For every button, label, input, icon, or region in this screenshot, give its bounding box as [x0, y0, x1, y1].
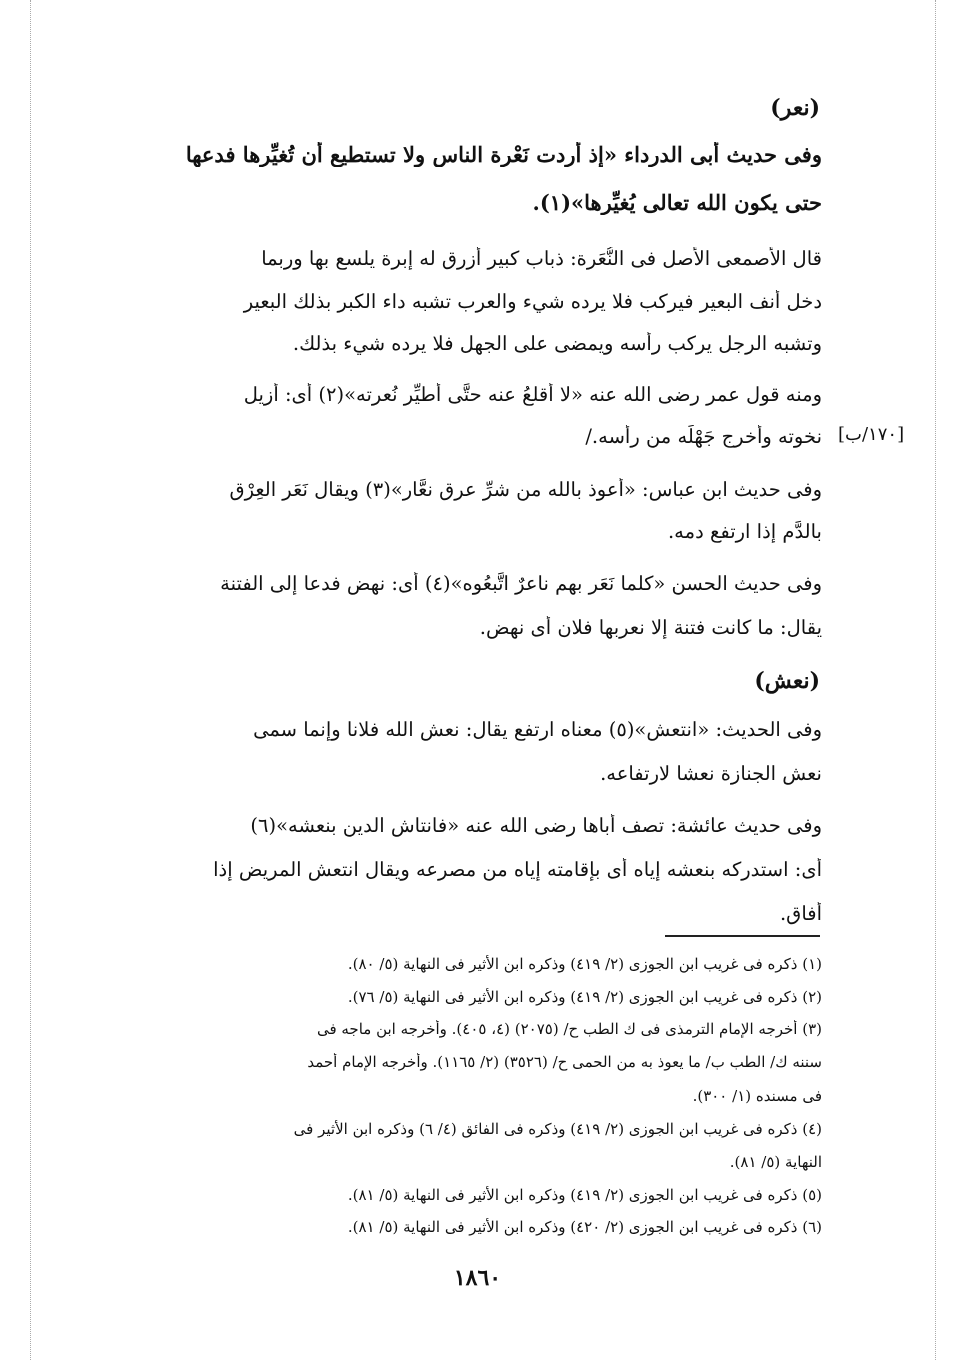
footnote-divider	[665, 935, 820, 937]
footnote-line: (٣) أخرجه الإمام الترمذى فى ك الطب ح/ (٢٠٧٥) (٤، ٤٠٥). وأخرجه ابن ماجه فى	[316, 1020, 822, 1038]
section-heading-naash: (نعش)	[754, 668, 820, 694]
page-edge-right	[935, 0, 936, 1360]
footnote-line: النهاية (٥/ ٨١).	[729, 1153, 822, 1171]
footnote-line: (٤) ذكره فى غريب ابن الجوزى (٢/ ٤١٩) وذكره فى الفائق (٤/ ٦) وذكره ابن الأثير فى	[293, 1120, 822, 1138]
margin-folio-note: [١٧٠/ب]	[838, 424, 905, 445]
text-line: حتى يكون الله تعالى يُغيِّرها»(١).	[532, 190, 822, 215]
text-line: نعش الجنازة نعشا لارتفاعه.	[600, 762, 822, 785]
page-edge-left	[30, 0, 31, 1360]
text-line: قال الأصمعى الأصل فى النُّعَرة: ذباب كبير أزرق له إبرة يلسع بها وربما	[261, 247, 822, 270]
text-line: أى: استدركه بنعشه إياه أى بإقامته إياه من مصرعه ويقال انتعش المريض إذا	[213, 858, 822, 881]
footnote-line: (١) ذكره فى غريب ابن الجوزى (٢/ ٤١٩) وذكره ابن الأثير فى النهاية (٥/ ٨٠).	[347, 955, 822, 973]
text-line: وفى حديث ابن عباس: «أعوذ بالله من شرِّ عرقٍ نعَّار»(٣) ويقال نَعَر العِرْق	[229, 478, 822, 501]
text-line: ومنه قول عمر رضى الله عنه «لا أُقلعُ عنه حتَّى أُطيِّر نُعرته»(٢) أى: أزيل	[243, 383, 822, 406]
text-line: وفى الحديث: «انتعش»(٥) معناه ارتفع يقال: نعش الله فلانا وإنما سمى	[253, 718, 822, 741]
footnote-line: (٦) ذكره فى غريب ابن الجوزى (٢/ ٤٢٠) وذكره ابن الأثير فى النهاية (٥/ ٨١).	[347, 1218, 822, 1236]
text-line: يقال: ما كانت فتنة إلا نعربها فلان أى نهض.	[479, 616, 822, 639]
section-heading-naar: (نعر)	[770, 95, 820, 121]
footnote-line: فى مسنده (١/ ٣٠٠).	[692, 1087, 822, 1105]
text-line: وفى حديث أبى الدرداء «إذ أردت نَعْرة الناسِ ولا تستطيع أن تُغيِّرها فدعها	[185, 142, 822, 167]
text-line: وفى حديث عائشة: تصف أباها رضى الله عنه «فانتاش الدين بنعشه»(٦)	[250, 814, 822, 837]
footnote-line: (٥) ذكره فى غريب ابن الجوزى (٢/ ٤١٩) وذكره ابن الأثير فى النهاية (٥/ ٨١).	[347, 1186, 822, 1204]
text-line: وتشبه الرجل يركب رأسه ويمضى على الجهل فلا يرده شيء بذلك.	[292, 332, 822, 355]
footnote-line: (٢) ذكره فى غريب ابن الجوزى (٢/ ٤١٩) وذكره ابن الأثير فى النهاية (٥/ ٧٦).	[347, 988, 822, 1006]
text-line: بالدَّم إذا ارتفع دمه.	[667, 520, 822, 543]
text-line: نخوته وأخرج جَهْلَه من رأسه./	[585, 425, 822, 448]
text-line: أفاق.	[779, 902, 822, 925]
text-line: دخل أنف البعير فيركب فلا يرده شيء والعرب تشبه داء الكبر بذلك البعير	[243, 290, 822, 313]
footnote-line: سننه ك/ الطب ب/ ما يعوذ به من الحمى ح/ (٣٥٢٦) (٢/ ١١٦٥). وأخرجه الإمام أحمد	[307, 1053, 822, 1071]
text-line: وفى حديث الحسن «كلما نَعَر بهم ناعرٌ اتَّبعُوه»(٤) أى: نهض فدعا إلى الفتنة	[220, 572, 822, 595]
page-number: ١٨٦٠	[453, 1265, 502, 1291]
